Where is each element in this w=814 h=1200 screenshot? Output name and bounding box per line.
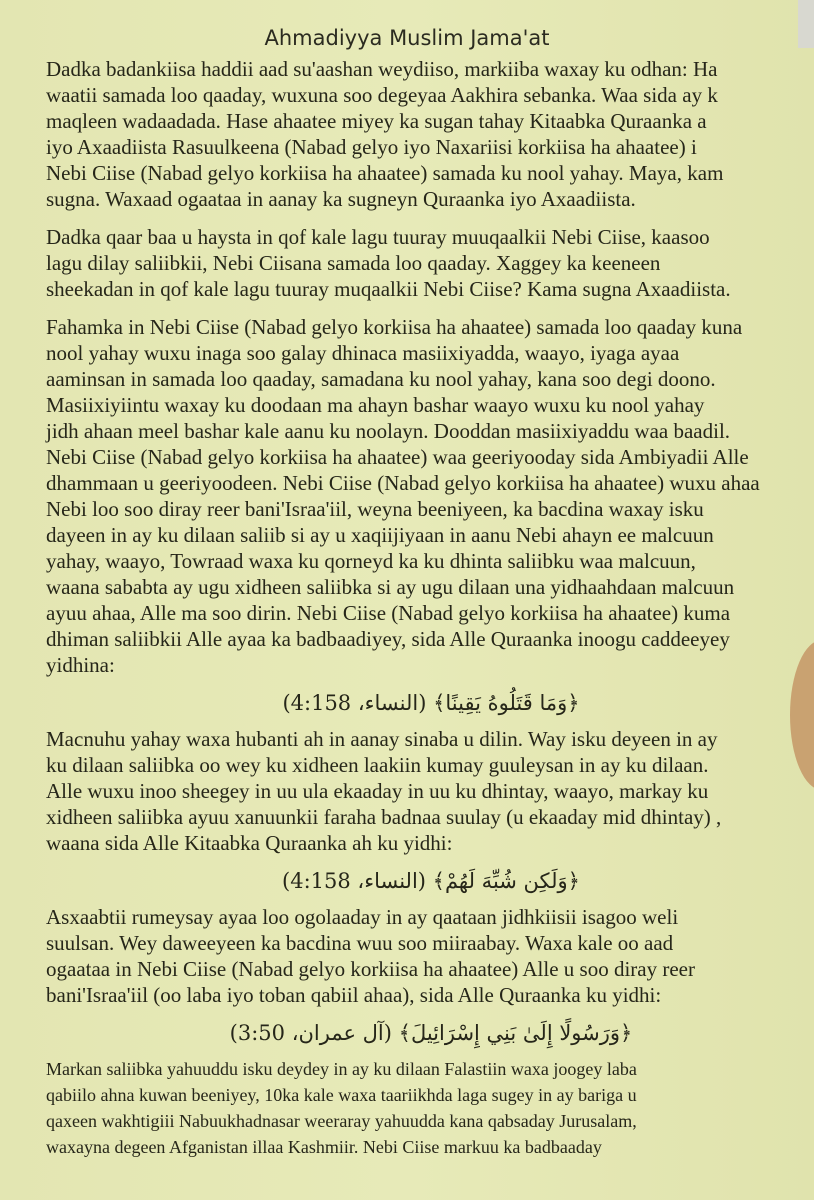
text-line: suulsan. Wey daweeyeen ka bacdina wuu soo miiraabay. Waxa kale oo aad (46, 931, 674, 955)
text-line: waana sida Alle Kitaabka Quraanka ah ku yidhi: (46, 831, 453, 855)
text-line: waxayna degeen Afganistan illaa Kashmiir. Nebi Ciise markuu ka badbaaday (46, 1137, 602, 1157)
text-line: Macnuhu yahay waxa hubanti ah in aanay sinaba u dilin. Way isku deyeen in ay (46, 727, 718, 751)
text-line: xidheen saliibka ayuu xanuunkii faraha badnaa suulay (u ekaaday mid dhintay) , (46, 805, 722, 829)
text-line: ayuu ahaa, Alle ma soo dirin. Nebi Ciise (Nabad gelyo korkiisa ha ahaatee) kuma (46, 601, 731, 625)
text-line: ogaataa in Nebi Ciise (Nabad gelyo korkiisa ha ahaatee) Alle u soo diray reer (46, 957, 696, 981)
text-line: Dadka badankiisa haddii aad su'aashan weydiiso, markiiba waxay ku odhan: Ha (46, 57, 718, 81)
text-line: jidh ahaan meel bashar kale aanu ku noolayn. Dooddan masiixiyaddu waa baadil. (46, 419, 731, 443)
body-text (46, 56, 814, 1172)
text-line: Fahamka in Nebi Ciise (Nabad gelyo korkiisa ha ahaatee) samada loo qaaday kuna (46, 315, 743, 339)
text-line: sugna. Waxaad ogaataa in aanay ka sugneyn Quraanka iyo Axaadiista. (46, 187, 636, 211)
text-line: waatii samada loo qaaday, wuxuna soo degeyaa Aakhira sebanka. Waa sida ay k (46, 83, 718, 107)
text-line: Asxaabtii rumeysay ayaa loo ogolaaday in ay qaataan jidhkiisii isagoo weli (46, 905, 679, 929)
page-header: Ahmadiyya Muslim Jama'at (264, 26, 550, 50)
text-line: dhammaan u geeriyoodeen. Nebi Ciise (Nabad gelyo korkiisa ha ahaatee) wuxu ahaa (46, 471, 760, 495)
text-line: Nebi loo soo diray reer bani'Israa'iil, weyna beeniyeen, ka bacdina waxay isku (46, 497, 704, 521)
text-line: Markan saliibka yahuuddu isku deydey in ay ku dilaan Falastiin waxa joogey laba (46, 1059, 637, 1079)
quran-verse: ﴿وَمَا قَتَلُوهُ يَقِينًا﴾ (النساء، 4:158) (282, 691, 580, 715)
text-line: yidhina: (46, 653, 115, 677)
paragraph (46, 56, 814, 212)
paragraph (46, 904, 814, 1008)
text-line: sheekadan in qof kale lagu tuuray muqaalkii Nebi Ciise? Kama sugna Axaadiista. (46, 277, 731, 301)
text-line: bani'Israa'iil (oo laba iyo toban qabiil ahaa), sida Alle Quraanka ku yidhi: (46, 983, 662, 1007)
text-line: Dadka qaar baa u haysta in qof kale lagu tuuray muuqaalkii Nebi Ciise, kaasoo (46, 225, 710, 249)
text-line: dayeen in ay ku dilaan saliib si ay u xaqiijiyaan in aanu Nebi ahayn ee malcuun (46, 523, 714, 547)
quran-verse: ﴿وَرَسُولًا إِلَىٰ بَنِي إِسْرَائِيلَ﴾ (آل عمران، 3:50) (229, 1021, 633, 1045)
text-line: dhiman saliibkii Alle ayaa ka badbaadiyey, sida Alle Quraanka inoogu caddeeyey (46, 627, 730, 651)
text-line: ku dilaan saliibka oo wey ku xidheen laakiin kumay guuleysan in ay ku dilaan. (46, 753, 709, 777)
text-line: nool yahay wuxu inaga soo galay dhinaca masiixiyadda, waayo, iyaga ayaa (46, 341, 680, 365)
text-line: iyo Axaadiista Rasuulkeena (Nabad gelyo iyo Naxariisi korkiisa ha ahaatee) i (46, 135, 697, 159)
text-line: waana sababta ay ugu xidheen saliibka si ay ugu dilaan una yidhaahdaan malcuun (46, 575, 735, 599)
text-line: Nebi Ciise (Nabad gelyo korkiisa ha ahaatee) waa geeriyooday sida Ambiyadii Alle (46, 445, 749, 469)
text-line: Alle wuxu inoo sheegey in uu ula ekaaday in uu ku dhintay, waayo, markay ku (46, 779, 709, 803)
text-line: Masiixiyiintu waxay ku doodaan ma ahayn bashar waayo wuxu ku nool yahay (46, 393, 705, 417)
quran-verse: ﴿وَلَكِن شُبِّهَ لَهُمْ﴾ (النساء، 4:158) (282, 869, 580, 893)
text-line: maqleen wadaadada. Hase ahaatee miyey ka sugan tahay Kitaabka Quraanka a (46, 109, 707, 133)
text-line: qabiilo ahna kuwan beeniyey, 10ka kale waxa taariikhda laga sugey in ay bariga u (46, 1085, 637, 1105)
text-line: qaxeen wakhtigiii Nabuukhadnasar weeraray yahuudda kana qabsaday Jurusalam, (46, 1111, 637, 1131)
paragraph (46, 224, 814, 302)
text-line: Nebi Ciise (Nabad gelyo korkiisa ha ahaatee) samada ku nool yahay. Maya, kam (46, 161, 724, 185)
text-line: yahay, waayo, Towraad waxa ku qorneyd ka ku dhinta saliibku waa malcuun, (46, 549, 696, 573)
paragraph (46, 314, 814, 678)
paragraph (46, 726, 814, 856)
paragraph (46, 1056, 814, 1160)
text-line: aaminsan in samada loo qaaday, samadana ku nool yahay, kana soo degi doono. (46, 367, 716, 391)
text-line: lagu dilay saliibkii, Nebi Ciisana samada loo qaaday. Xaggey ka keeneen (46, 251, 661, 275)
